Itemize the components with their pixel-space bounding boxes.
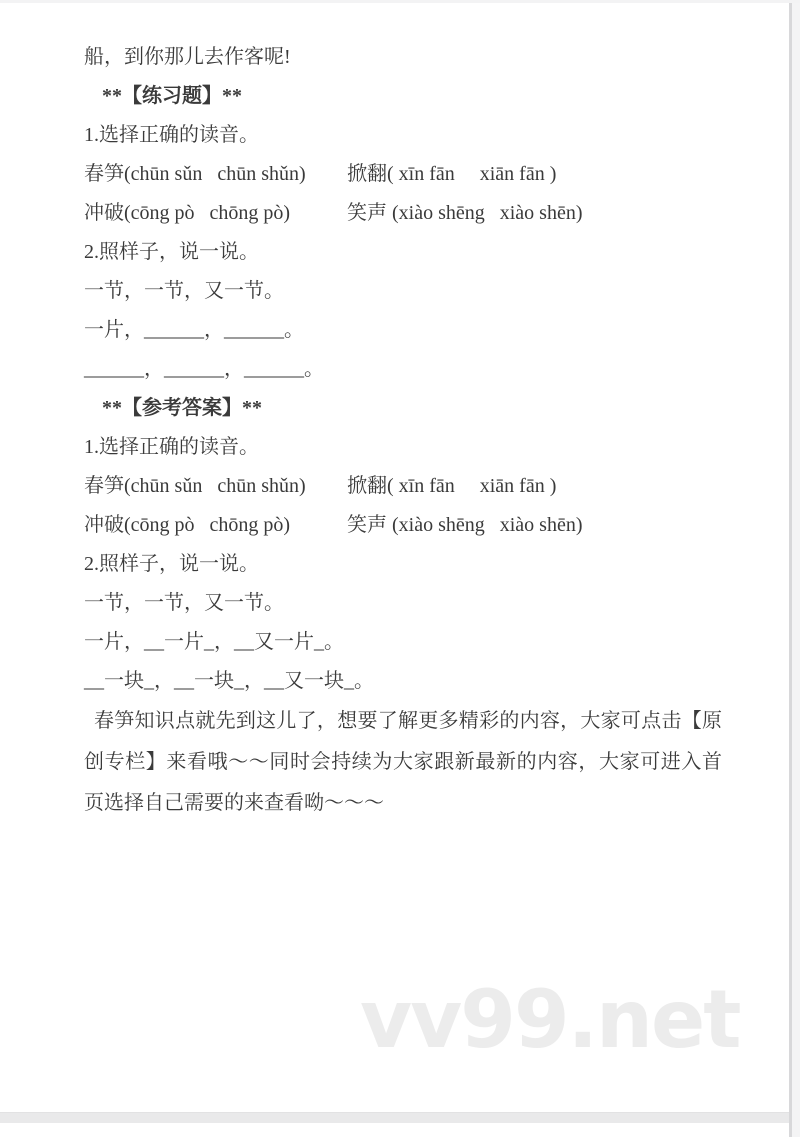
page-right-margin bbox=[792, 0, 800, 1137]
answer-filled-line-1: 一片，__一片_，__又一片_。 bbox=[84, 631, 344, 653]
answer-example-line: 一节，一节，又一节。 bbox=[84, 592, 284, 614]
pinyin-xianfan: 掀翻( xīn fān xiān fān ) bbox=[347, 475, 557, 497]
pinyin-xiaosheng: 笑声 (xiào shēng xiào shēn) bbox=[347, 202, 583, 224]
page-right-edge bbox=[789, 0, 792, 1137]
page-gap-divider bbox=[0, 1112, 800, 1123]
closing-paragraph: 春笋知识点就先到这儿了，想要了解更多精彩的内容，大家可点击【原创专栏】来看哦～～同时会持续为大家跟新最新的内容，大家可进入首页选择自己需要的来查看呦～～～ bbox=[84, 710, 722, 814]
pinyin-chunsun: 春笋(chūn sǔn chūn shǔn) bbox=[84, 163, 306, 185]
document-page-content bbox=[84, 38, 722, 824]
pinyin-chongpo: 冲破(cōng pò chōng pò) bbox=[84, 514, 291, 536]
pinyin-chunsun: 春笋(chūn sǔn chūn shǔn) bbox=[84, 475, 306, 497]
practice-blank-line-2: ______，______，______。 bbox=[84, 358, 324, 380]
top-edge-strip bbox=[0, 0, 800, 3]
answer-question-2-label: 2.照样子，说一说。 bbox=[84, 553, 259, 575]
answer-filled-line-2: __一块_，__一块_，__又一块_。 bbox=[84, 670, 374, 692]
practice-pinyin-row-2 bbox=[84, 194, 722, 233]
answer-section-heading: **【参考答案】** bbox=[102, 397, 262, 419]
answer-pinyin-row-2 bbox=[84, 506, 722, 545]
practice-section-heading: **【练习题】** bbox=[102, 85, 242, 107]
pinyin-chongpo: 冲破(cōng pò chōng pò) bbox=[84, 202, 291, 224]
pinyin-xianfan: 掀翻( xīn fān xiān fān ) bbox=[347, 163, 557, 185]
answer-question-1-label: 1.选择正确的读音。 bbox=[84, 436, 259, 458]
practice-example-line: 一节，一节，又一节。 bbox=[84, 280, 284, 302]
practice-blank-line-1: 一片，______，______。 bbox=[84, 319, 304, 341]
watermark: vv99.net bbox=[360, 973, 740, 1066]
practice-pinyin-row-1 bbox=[84, 155, 722, 194]
answer-pinyin-row-1 bbox=[84, 467, 722, 506]
practice-question-2-label: 2.照样子，说一说。 bbox=[84, 241, 259, 263]
practice-question-1-label: 1.选择正确的读音。 bbox=[84, 124, 259, 146]
intro-line: 船，到你那儿去作客呢! bbox=[84, 46, 291, 68]
pinyin-xiaosheng: 笑声 (xiào shēng xiào shēn) bbox=[347, 514, 583, 536]
